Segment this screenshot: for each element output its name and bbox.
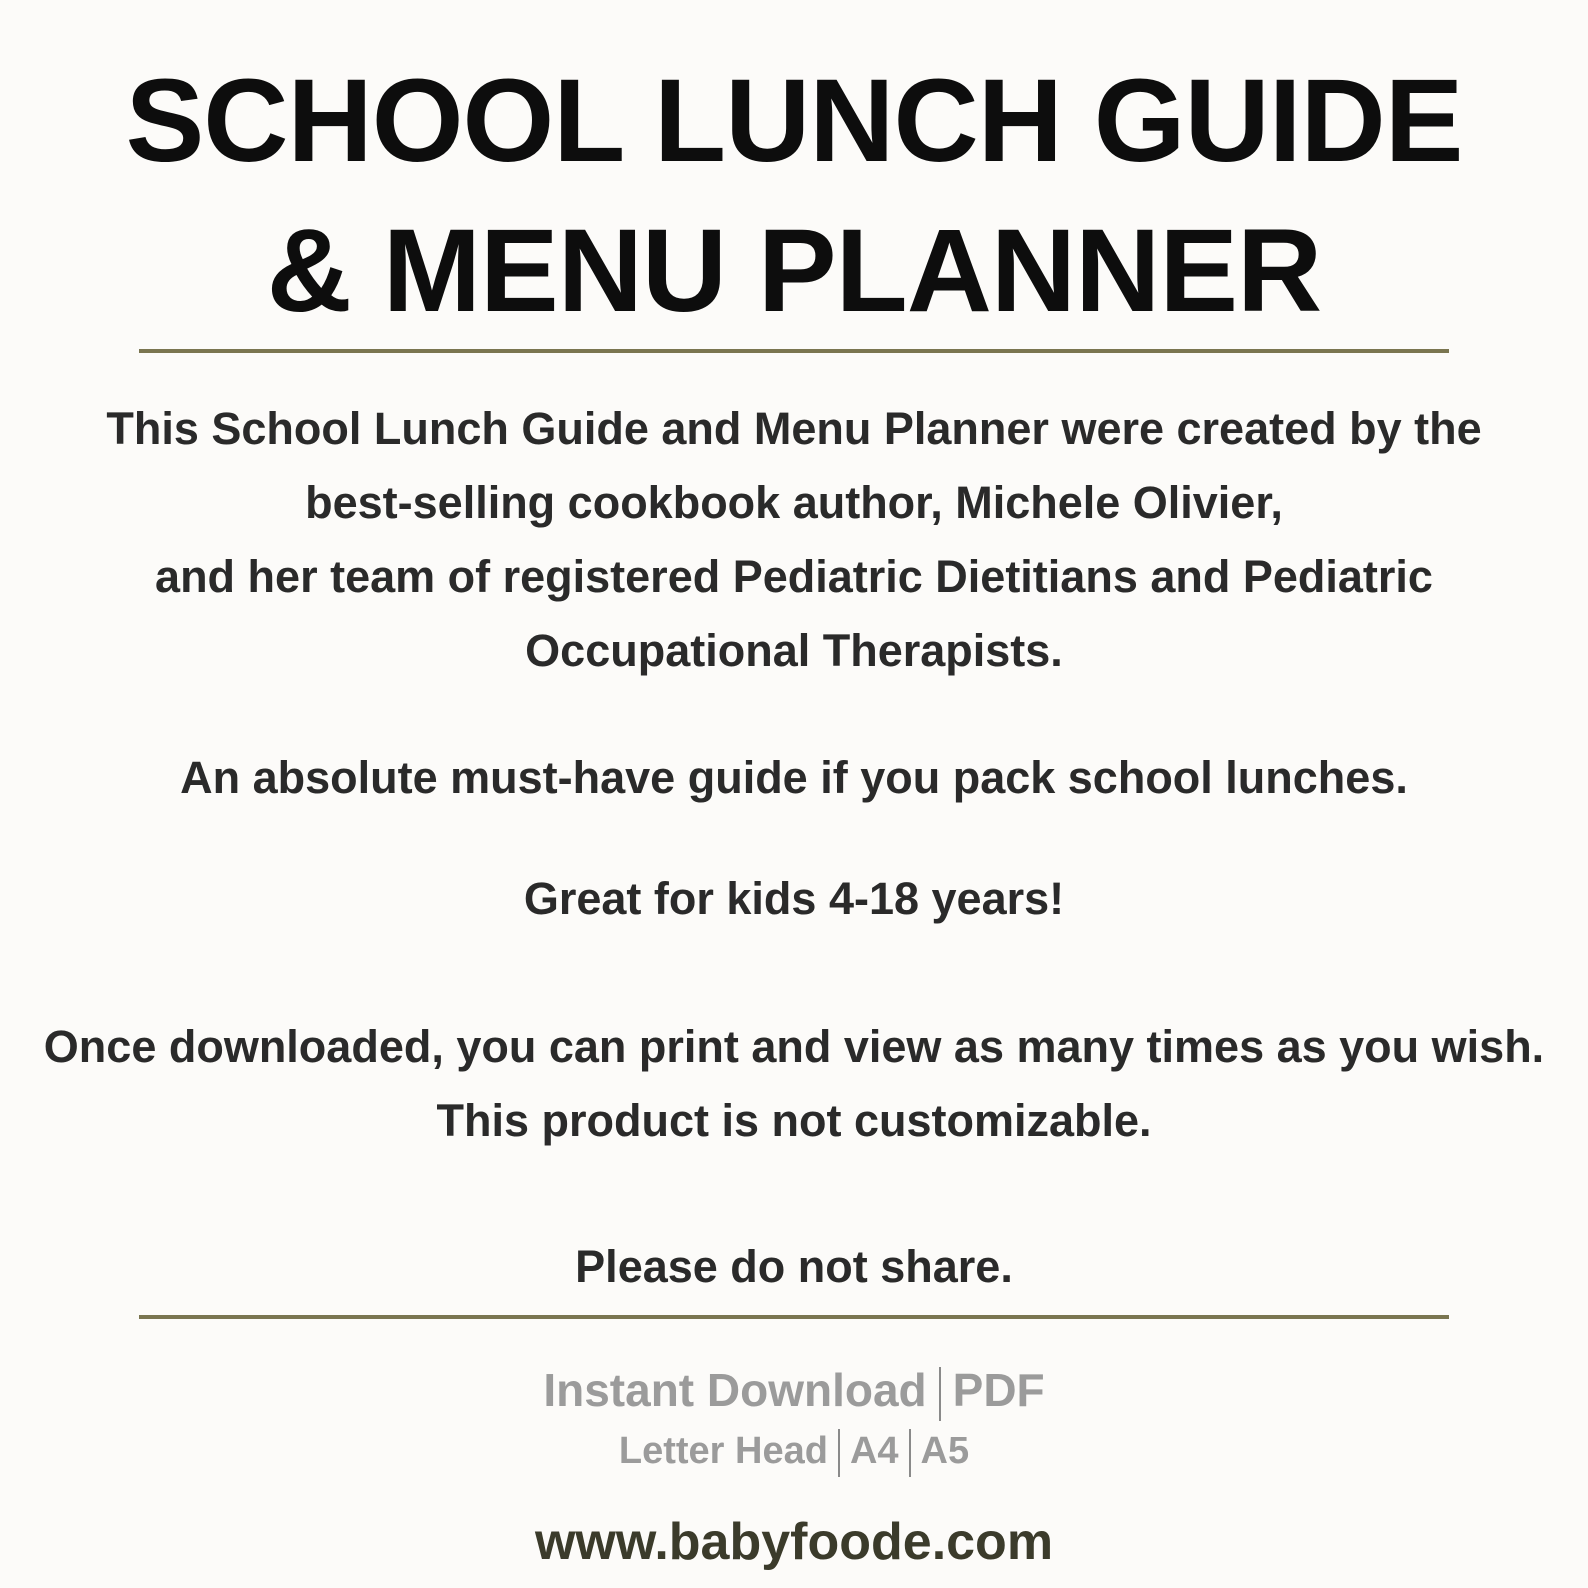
intro-line: and her team of registered Pediatric Dietitians and Pediatric (155, 551, 1433, 602)
intro-paragraph (0, 392, 1588, 688)
intro-line: Occupational Therapists. (525, 625, 1063, 676)
separator-bar (939, 1367, 941, 1421)
download-note-line: Once downloaded, you can print and view as many times as you wish. (43, 1021, 1545, 1072)
format-instant-download: Instant Download (543, 1364, 927, 1416)
format-letter-head: Letter Head (618, 1430, 828, 1472)
format-a4: A4 (849, 1430, 899, 1472)
separator-bar (838, 1429, 840, 1477)
intro-line: This School Lunch Guide and Menu Planner were created by the (106, 403, 1482, 454)
must-have-text: An absolute must-have guide if you pack school lunches. (180, 752, 1408, 803)
format-line-sizes (0, 1425, 1588, 1477)
download-note (0, 1010, 1588, 1158)
download-note-line: This product is not customizable. (436, 1095, 1152, 1146)
ages-text: Great for kids 4-18 years! (523, 873, 1065, 924)
website-url: www.babyfoode.com (534, 1513, 1054, 1571)
page-title-line-1: SCHOOL LUNCH GUIDE (125, 55, 1463, 187)
format-line-primary (0, 1360, 1588, 1421)
page-title-line-2: & MENU PLANNER (266, 205, 1322, 337)
bottom-divider (139, 1315, 1449, 1319)
format-pdf: PDF (952, 1364, 1045, 1416)
top-divider (139, 349, 1449, 353)
share-note: Please do not share. (575, 1241, 1013, 1292)
separator-bar (909, 1429, 911, 1477)
intro-line: best-selling cookbook author, Michele Olivier, (305, 477, 1283, 528)
format-a5: A5 (920, 1430, 970, 1472)
